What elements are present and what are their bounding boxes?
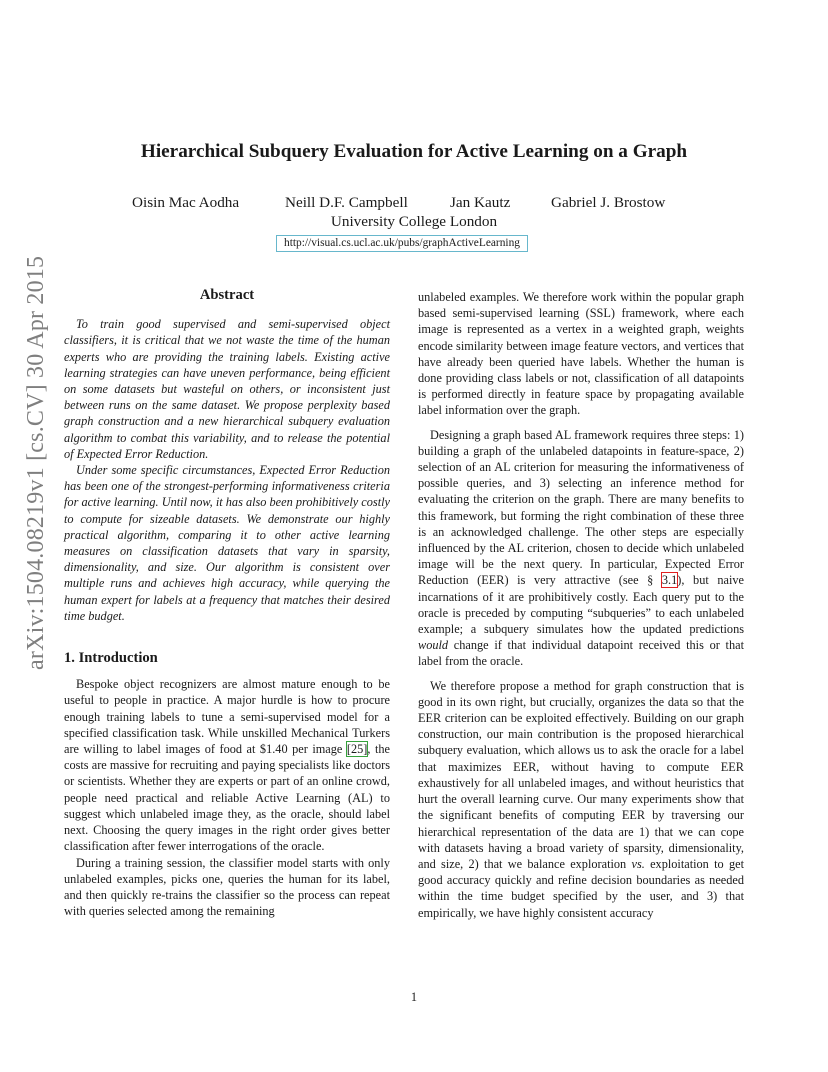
body-paragraph: During a training session, the classifier model starts with only unlabeled examples, picks one, queries the human for its label, and then quickly re-trains the classifier so the process can repeat with queries selected among the remaining (64, 855, 390, 919)
body-paragraph: unlabeled examples. We therefore work within the popular graph based semi-supervised learning (SSL) framework, where each image is represented as a vertex in a weighted graph, weights encode similarity between image feature vectors, and vertices that have already been queried have labels. Whether the human is done providing class labels or not, classification of all datapoints is performed directly in feature space by propagating available label information over the graph. (418, 290, 744, 418)
section-reference-link[interactable]: 3.1 (661, 573, 678, 588)
author-name: Jan Kautz (450, 194, 511, 211)
right-column (418, 289, 744, 921)
emphasis: vs. (631, 856, 645, 871)
emphasis: would (418, 638, 449, 653)
text-run: change if that individual datapoint received this or that label from the oracle. (418, 638, 744, 669)
body-paragraph (64, 676, 390, 854)
text-run: , the costs are massive for recruiting and paying specialists like doctors or scientists. Whether they are experts or part of an online crowd, people need practical and reliable Active Learning (AL) to suggest which unlabeled image they, as the oracle, should label next. Choosing the query images in the right order gives better classification after fewer interrogations of the oracle. (64, 742, 391, 854)
abstract-paragraph: To train good supervised and semi-supervised object classifiers, it is critical that we not waste the time of the human experts who are providing the training labels. Existing active learning strategies can have uneven performance, being efficient on some datasets but wasteful on others, or inconsistent just between runs on the same dataset. We propose perplexity based graph construction and a new hierarchical subquery evaluation algorithm to combat this variability, and to release the potential of Expected Error Reduction. (64, 317, 390, 461)
text-run: We therefore propose a method for graph construction that is good in its own right, but crucially, organizes the data so that the EER criterion can be exploited effectively. Building on our graph construction, our main contribution is the proposed hierarchical subquery evaluation, which allows us to ask the oracle for a label that maximizes EER, without having to compute EER exhaustively for all unlabeled images, and without heuristics that hurt the overall learning curve. Our many experiments show that the significant benefits of computing EER by traversing our hierarchical representation of the data are 1) that we can cope with datasets having a broad variety of sparsity, dimensionality, and size, 2) that we balance exploration (418, 678, 744, 871)
paper-title: Hierarchical Subquery Evaluation for Active Learning on a Graph (140, 141, 688, 162)
abstract-heading: Abstract (199, 287, 255, 303)
page-number (0, 990, 828, 1005)
author-name: Oisin Mac Aodha (132, 194, 240, 211)
page-number-text: 1 (410, 990, 418, 1004)
affiliation: University College London (330, 213, 498, 230)
author-name: Gabriel J. Brostow (551, 194, 666, 211)
body-paragraph (418, 678, 744, 921)
text-run: Designing a graph based AL framework requires three steps: 1) building a graph of the unlabeled datapoints in feature-space, 2) selection of an AL criterion for measuring the informativeness of possible queries, and 3) selecting an inference method for evaluating the criterion on the graph. There are many benefits to this framework, but forming the right combination of these three is an acknowledged challenge. The other steps are especially influenced by the AL criterion, chosen to decide which unlabeled image will be the next query. In particular, Expected Error Reduction (EER) is very attractive (see § (418, 427, 744, 588)
arxiv-stamp: arXiv:1504.08219v1 [cs.CV] 30 Apr 2015 (23, 255, 49, 670)
body-paragraph (418, 427, 744, 670)
text-run: exploitation to get good accuracy quickly and refine decision boundaries as needed within the time budget specified by the user, and 3) that empirically, we have highly consistent accuracy (418, 856, 744, 920)
left-column (64, 287, 390, 919)
abstract-paragraph: Under some specific circumstances, Expected Error Reduction has been one of the strongest-performing informativeness criteria for active learning. Until now, it has also been prohibitively costly to compute for sizeable datasets. We demonstrate our highly practical algorithm, comparing it to other active learning measures on classification datasets that vary in sparsity, dimensionality, and size. Our algorithm is consistent over multiple runs and achieves high accuracy, while querying the human expert for labels at a frequency that matches their desired time budget. (64, 463, 390, 623)
abstract-body (64, 316, 390, 624)
author-name: Neill D.F. Campbell (285, 194, 408, 211)
section-heading-introduction: 1. Introduction (64, 650, 158, 667)
citation-link[interactable]: [25] (346, 742, 368, 757)
text-run: ), but naive incarnations of it are prohibitively costly. Each query put to the oracle is preceded by computing “subqueries” to each unlabeled example; a subquery simulates how the updated predictions (418, 573, 744, 637)
project-url-link[interactable]: http://visual.cs.ucl.ac.uk/pubs/graphActiveLearning (276, 235, 528, 252)
text-run: Bespoke object recognizers are almost mature enough to be useful to people in practice. A major hurdle is how to procure enough training labels to tune a semi-supervised model for a specified classification task. While unskilled Mechanical Turkers are willing to label images of food at $1.40 per image (64, 677, 390, 757)
